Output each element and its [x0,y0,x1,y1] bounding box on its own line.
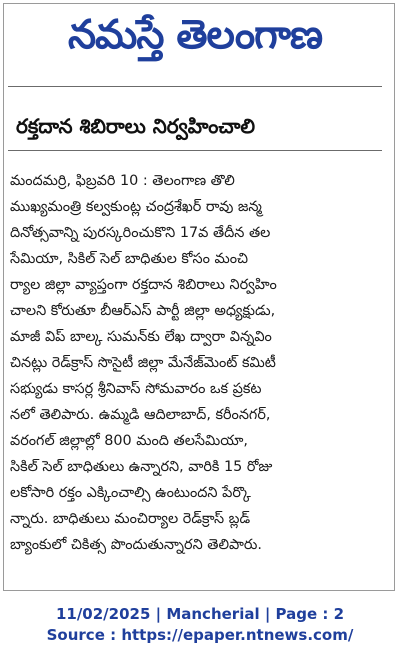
newspaper-masthead: నమస్తే తెలంగాణ [67,12,323,58]
article-line: సభ్యుడు కాసర్ల శ్రీనివాస్ సోమవారం ఒక ప్రకట [10,381,262,397]
source-footer [0,604,400,646]
article-line: బ్యాంకులో చికిత్స పొందుతున్నారని తెలిపారు. [10,537,262,553]
publication-info: 11/02/2025 | Mancherial | Page : 2 [55,605,345,623]
article-line: సికిల్ సెల్ బాధితులు ఉన్నారని, వారికి 15 రోజు [10,459,273,475]
source-link[interactable]: Source : https://epaper.ntnews.com/ [46,626,354,644]
article-line: వరంగల్ జిల్లాల్లో 800 మంది తలసేమియా, [10,433,248,449]
article-line: చినట్లు రెడ్‌క్రాస్ సొసైటీ జిల్లా మేనేజ్‌మెంట్ కమిటీ [10,355,276,371]
article-line: లకోసారి రక్తం ఎక్కించాల్సి ఉంటుందని పేర్కొ [10,485,251,501]
article-line: న్నారు. బాధితులు మంచిర్యాల రెడ్‌క్రాస్ బ్లడ్ [10,511,251,527]
article-headline: రక్తదాన శిబిరాలు నిర్వహించాలి [16,114,256,138]
article-line: ముఖ్యమంత్రి కల్వకుంట్ల చంద్రశేఖర్ రావు జన్మ [10,199,262,215]
article-line: నలో తెలిపారు. ఉమ్మడి ఆదిలాబాద్, కరీంనగర్, [10,407,271,423]
article-line: దినోత్సవాన్ని పురస్కరించుకొని 17వ తేదీన తల [10,225,271,241]
headline-divider [8,150,382,151]
article-line: సేమియా, సికిల్ సెల్ బాధితుల కోసం మంచి [10,251,249,267]
article-line: ర్యాల జిల్లా వ్యాప్తంగా రక్తదాన శిబిరాలు నిర్వహిం [10,277,277,293]
article-line: చాలని కోరుతూ బీఆర్ఎస్ పార్టీ జిల్లా అధ్యక్షుడు, [10,303,276,319]
masthead-divider [8,86,382,87]
article-body [10,168,384,558]
article-line: మందమర్రి, ఫిబ్రవరి 10 : తెలంగాణ తొలి [10,173,235,189]
article-line: మాజీ విప్ బాల్క సుమన్‌కు లేఖ ద్వారా విన్నవిం [10,329,272,345]
